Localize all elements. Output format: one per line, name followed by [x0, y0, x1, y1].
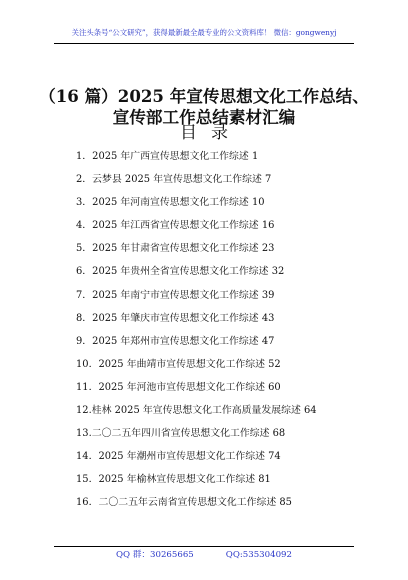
document-title: [30, 86, 378, 128]
toc-item[interactable]: 8．2025 年肇庆市宣传思想文化工作综述 43: [76, 312, 275, 324]
toc-item[interactable]: 9．2025 年郑州市宣传思想文化工作综述 47: [76, 335, 275, 347]
toc-item[interactable]: 13.二〇二五年四川省宣传思想文化工作综述 68: [76, 428, 286, 440]
footer-qq-group: QQ 群：30265665: [116, 550, 194, 560]
toc-item[interactable]: 10．2025 年曲靖市宣传思想文化工作综述 52: [76, 358, 281, 370]
toc-item[interactable]: 6．2025 年贵州全省宣传思想文化工作综述 32: [76, 266, 285, 278]
document-title-line-2: 宣传部工作总结素材汇编: [112, 107, 296, 127]
toc-item[interactable]: 3．2025 年河南宣传思想文化工作综述 10: [76, 197, 265, 209]
footer-qq: QQ:535304092: [225, 550, 292, 560]
toc-item[interactable]: 4．2025 年江西省宣传思想文化工作综述 16: [76, 220, 275, 232]
toc-item[interactable]: 1．2025 年广西宣传思想文化工作综述 1: [76, 151, 259, 162]
toc-item[interactable]: 14．2025 年潮州市宣传思想文化工作综述 74: [76, 451, 281, 463]
document-title-line-1: （16 篇）2025 年宣传思想文化工作总结、: [39, 86, 369, 106]
header-divider: [54, 43, 354, 44]
footer-divider: [54, 546, 354, 547]
footer: [0, 549, 408, 561]
toc-item[interactable]: 16．二〇二五年云南省宣传思想文化工作综述 85: [76, 497, 292, 509]
toc-item[interactable]: 5．2025 年甘肃省宣传思想文化工作综述 23: [76, 243, 275, 255]
toc-item[interactable]: 11．2025 年河池市宣传思想文化工作综述 60: [76, 381, 281, 393]
toc-item[interactable]: 7．2025 年南宁市宣传思想文化工作综述 39: [76, 289, 275, 301]
toc-item[interactable]: 15．2025 年榆林宣传思想文化工作综述 81: [76, 474, 271, 486]
toc-item[interactable]: 2．云梦县 2025 年宣传思想文化工作综述 7: [76, 174, 272, 186]
toc-list: [76, 150, 386, 520]
header-banner: 关注头条号“公文研究”，获得最新最全最专业的公文资料库！ 微信：gongwenyj: [71, 28, 337, 37]
toc-heading: 目录: [180, 123, 242, 143]
toc-item[interactable]: 12.桂林 2025 年宣传思想文化工作高质量发展综述 64: [76, 405, 317, 417]
